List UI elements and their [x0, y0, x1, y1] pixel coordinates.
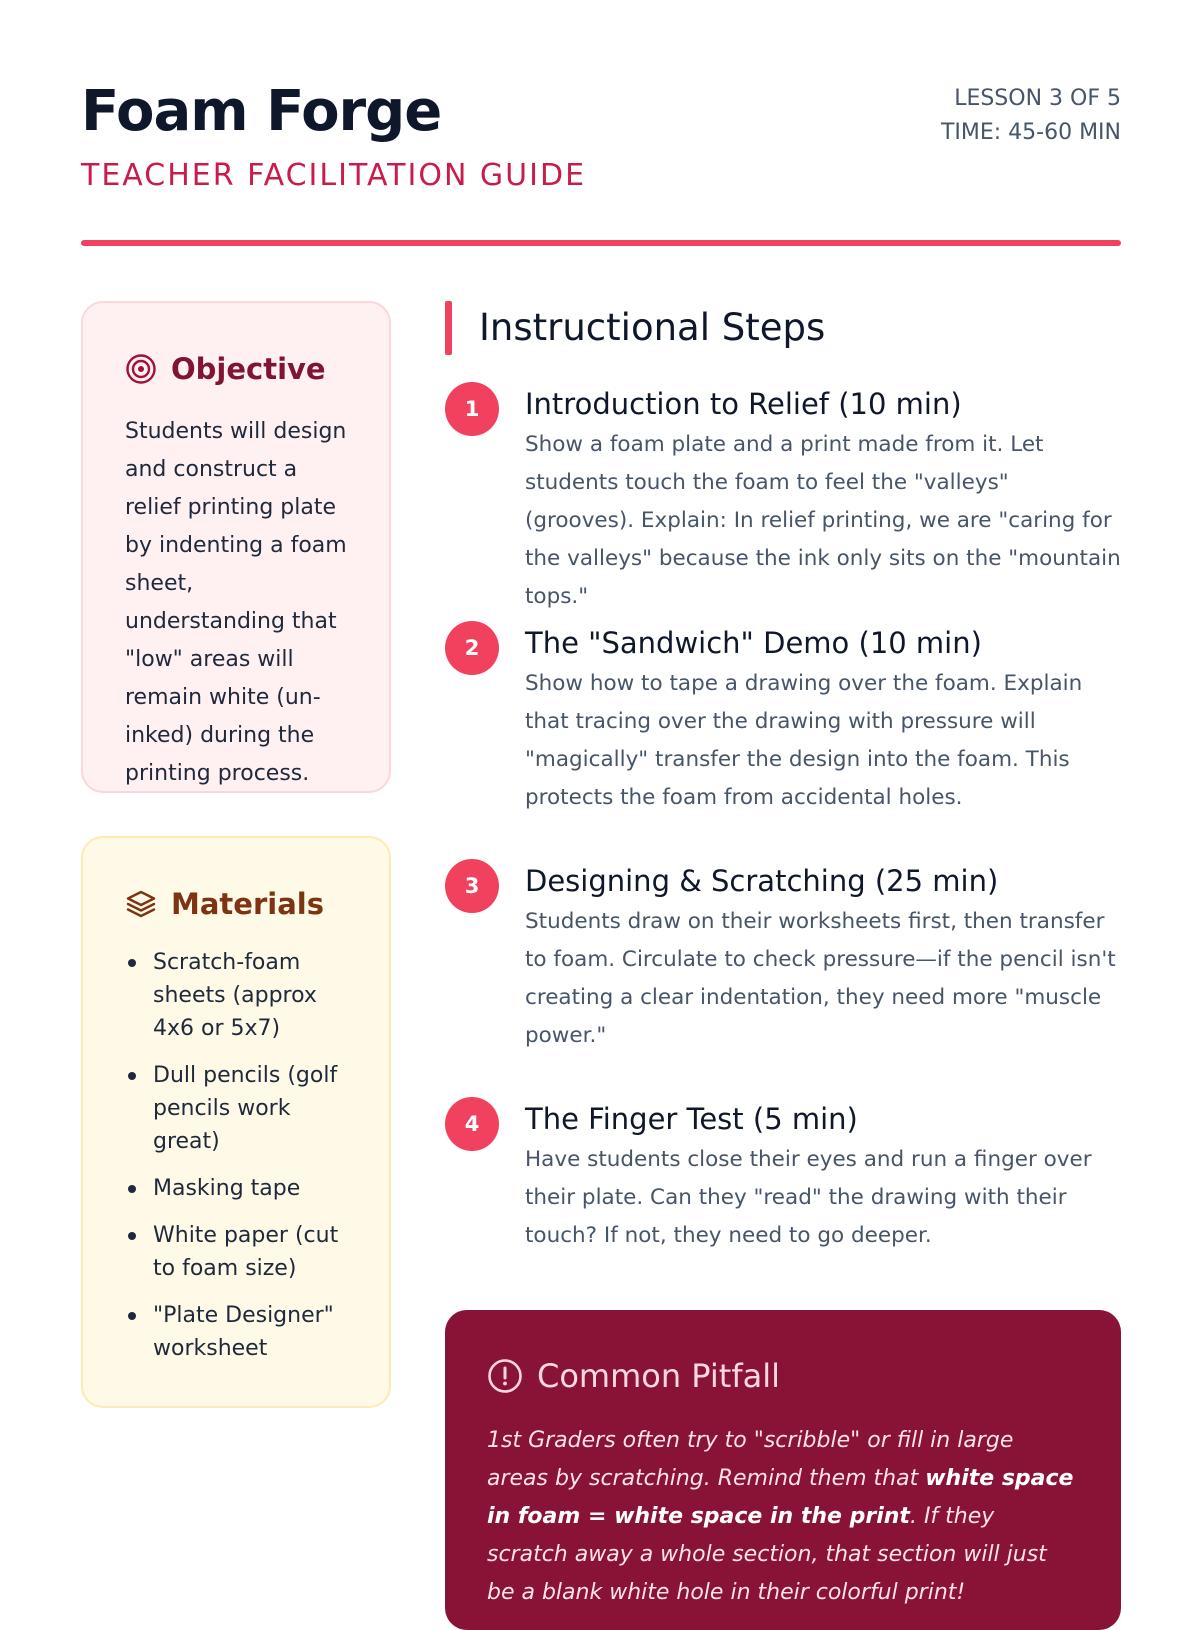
instructional-steps-section	[445, 301, 1121, 1248]
list-item: Masking tape	[125, 1172, 347, 1205]
pitfall-heading: Common Pitfall	[537, 1357, 780, 1395]
lesson-number: LESSON 3 OF 5	[954, 86, 1121, 111]
layers-icon	[125, 888, 157, 920]
step-title: Introduction to Relief (10 min)	[525, 387, 962, 421]
materials-list	[125, 946, 347, 1365]
objective-card	[81, 301, 391, 793]
target-icon	[125, 353, 157, 385]
step-title: The "Sandwich" Demo (10 min)	[525, 626, 982, 660]
step-number-badge: 2	[445, 621, 499, 675]
pitfall-text	[487, 1422, 1081, 1612]
guide-page	[81, 0, 1121, 1605]
pitfall-text-part: . If they scratch away a whole section, that section will just be a blank white hole in their colorful print!	[487, 1504, 1047, 1605]
step-title: The Finger Test (5 min)	[525, 1102, 858, 1136]
list-item: Dull pencils (golf pencils work great)	[125, 1059, 347, 1158]
page-title: Foam Forge	[81, 79, 442, 144]
materials-card	[81, 836, 391, 1408]
header-divider	[81, 240, 1121, 246]
step-description: Have students close their eyes and run a finger over their plate. Can they "read" the drawing with their touch? If not, they need to go deeper.	[525, 1147, 1092, 1248]
lesson-time: TIME: 45-60 MIN	[940, 120, 1121, 145]
pitfall-header	[487, 1354, 1081, 1398]
alert-circle-icon	[487, 1358, 523, 1394]
section-heading: Instructional Steps	[445, 301, 1121, 355]
step-number-badge: 4	[445, 1097, 499, 1151]
objective-heading: Objective	[171, 352, 326, 386]
materials-header	[125, 884, 347, 924]
common-pitfall-callout	[445, 1310, 1121, 1630]
step-description: Show how to tape a drawing over the foam. Explain that tracing over the drawing with pressure will "magically" transfer the design into the foam. This protects the foam from accidental holes.	[525, 671, 1083, 810]
step-number-badge: 3	[445, 859, 499, 913]
pitfall-text-part: 1st Graders often try to "scribble" or fill in large areas by scratching. Remind them that	[487, 1428, 1014, 1491]
list-item: "Plate Designer" worksheet	[125, 1299, 347, 1365]
list-item: Scratch-foam sheets (approx 4x6 or 5x7)	[125, 946, 347, 1045]
objective-text: Students will design and construct a relief printing plate by indenting a foam sheet, understanding that "low" areas will remain white (un-inked) during the printing process.	[125, 419, 347, 786]
pitfall-emphasis: white space in foam = white space in the print	[487, 1466, 1074, 1529]
page-subtitle: TEACHER FACILITATION GUIDE	[81, 158, 587, 193]
objective-header	[125, 349, 347, 389]
step-description: Students draw on their worksheets first, then transfer to foam. Circulate to check pressure—if the pencil isn't creating a clear indentation, they need more "muscle power."	[525, 909, 1116, 1048]
lesson-meta	[941, 82, 1121, 150]
list-item: White paper (cut to foam size)	[125, 1219, 347, 1285]
step-description: Show a foam plate and a print made from it. Let students touch the foam to feel the "valleys" (grooves). Explain: In relief printing, we are "caring for the valleys" because the ink only sits on the "mountain tops."	[525, 432, 1121, 609]
header	[81, 80, 1121, 246]
step-number-badge: 1	[445, 382, 499, 436]
materials-heading: Materials	[171, 887, 324, 921]
step-title: Designing & Scratching (25 min)	[525, 864, 999, 898]
